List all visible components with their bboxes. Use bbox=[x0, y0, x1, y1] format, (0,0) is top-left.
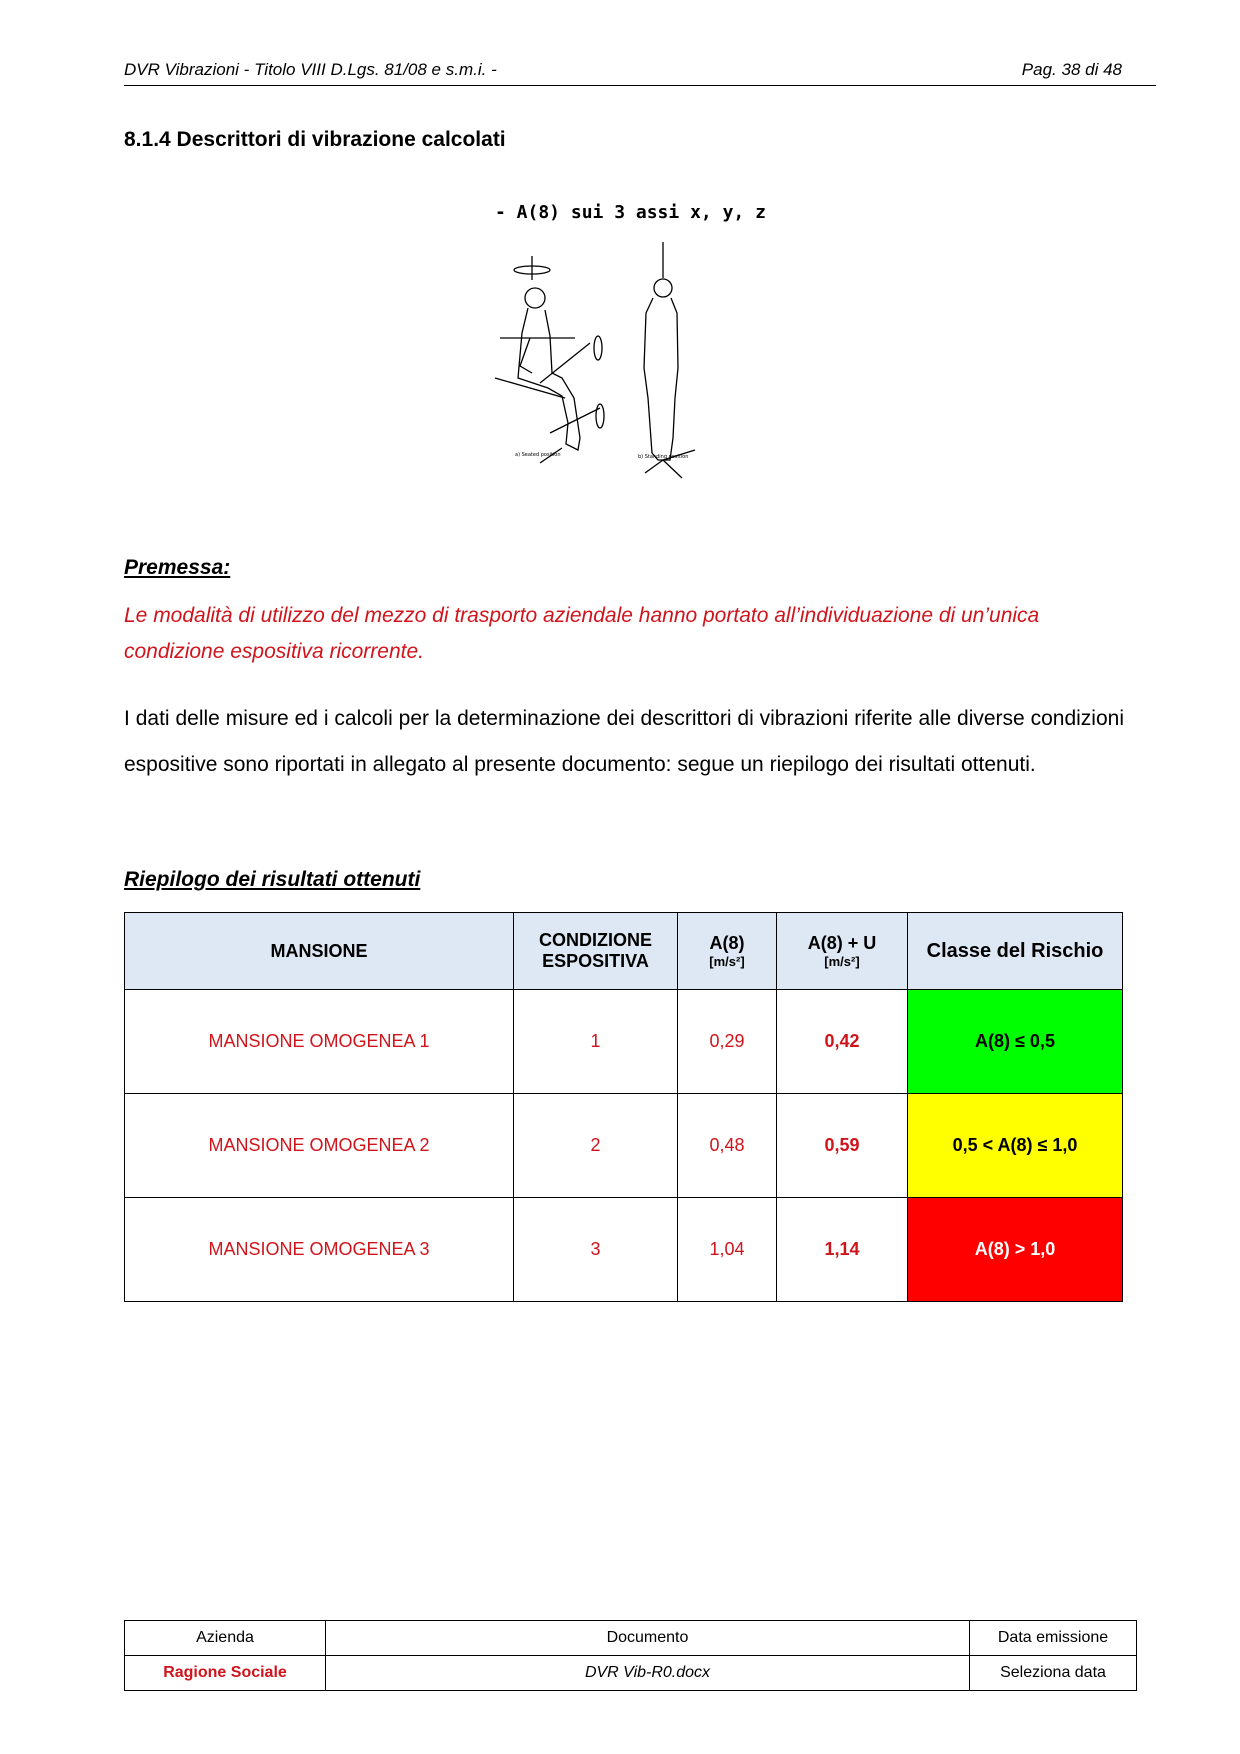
footer-label-row bbox=[125, 1621, 1137, 1656]
seated-figure bbox=[495, 256, 604, 463]
premessa-heading: Premessa: bbox=[124, 556, 231, 579]
header-divider bbox=[124, 85, 1156, 86]
footer-azienda-value[interactable]: Ragione Sociale bbox=[125, 1656, 326, 1691]
cell-classe: 0,5 < A(8) ≤ 1,0 bbox=[908, 1094, 1123, 1198]
col-a8-unit: [m/s²] bbox=[709, 954, 745, 969]
cell-a8u: 1,14 bbox=[777, 1198, 908, 1302]
body-paragraph: I dati delle misure ed i calcoli per la determinazione dei descrittori di vibrazioni riferite alle diverse condizioni espositive sono riportati in allegato al presente documento: segue un riepilogo dei risultati ottenuti. bbox=[124, 707, 1124, 776]
cell-condizione: 3 bbox=[514, 1198, 678, 1302]
cell-a8: 1,04 bbox=[678, 1198, 777, 1302]
col-a8-label: A(8) bbox=[709, 933, 745, 953]
table-row bbox=[125, 990, 1123, 1094]
standing-figure bbox=[644, 242, 695, 478]
col-a8u bbox=[777, 913, 908, 990]
footer-documento-value: DVR Vib-R0.docx bbox=[326, 1656, 970, 1691]
cell-a8: 0,29 bbox=[678, 990, 777, 1094]
cell-classe: A(8) > 1,0 bbox=[908, 1198, 1123, 1302]
cell-classe: A(8) ≤ 0,5 bbox=[908, 990, 1123, 1094]
footer-value-row bbox=[125, 1656, 1137, 1691]
footer-data-label: Data emissione bbox=[970, 1621, 1137, 1656]
standing-position-label: b) Standing position bbox=[638, 454, 689, 460]
cell-mansione: MANSIONE OMOGENEA 1 bbox=[125, 990, 514, 1094]
figure-caption: - A(8) sui 3 assi x, y, z bbox=[495, 202, 766, 223]
col-a8 bbox=[678, 913, 777, 990]
cell-a8: 0,48 bbox=[678, 1094, 777, 1198]
table-row bbox=[125, 1198, 1123, 1302]
cell-condizione: 2 bbox=[514, 1094, 678, 1198]
vibration-axes-figure bbox=[470, 238, 740, 490]
col-condizione bbox=[514, 913, 678, 990]
col-condizione-line1: CONDIZIONE bbox=[538, 930, 652, 950]
cell-a8u: 0,42 bbox=[777, 990, 908, 1094]
header-page-number: Pag. 38 di 48 bbox=[1021, 60, 1122, 79]
section-title: 8.1.4 Descrittori di vibrazione calcolati bbox=[124, 128, 506, 151]
table-row bbox=[125, 1094, 1123, 1198]
footer-data-value[interactable]: Seleziona data bbox=[970, 1656, 1137, 1691]
col-mansione: MANSIONE bbox=[125, 913, 514, 990]
col-a8u-unit: [m/s²] bbox=[824, 954, 860, 969]
header-doc-title: DVR Vibrazioni - Titolo VIII D.Lgs. 81/08 e s.m.i. - bbox=[124, 60, 497, 79]
cell-mansione: MANSIONE OMOGENEA 3 bbox=[125, 1198, 514, 1302]
premessa-text: Le modalità di utilizzo del mezzo di trasporto aziendale hanno portato all’individuazione di un’unica condizione espositiva ricorrente. bbox=[124, 604, 1040, 663]
col-a8u-label: A(8) + U bbox=[807, 933, 877, 953]
cell-condizione: 1 bbox=[514, 990, 678, 1094]
footer-azienda-label: Azienda bbox=[125, 1621, 326, 1656]
col-condizione-line2: ESPOSITIVA bbox=[542, 951, 649, 971]
col-classe: Classe del Rischio bbox=[908, 913, 1123, 990]
summary-heading: Riepilogo dei risultati ottenuti bbox=[124, 868, 421, 891]
results-header-row bbox=[125, 913, 1123, 990]
footer-documento-label: Documento bbox=[326, 1621, 970, 1656]
cell-a8u: 0,59 bbox=[777, 1094, 908, 1198]
cell-mansione: MANSIONE OMOGENEA 2 bbox=[125, 1094, 514, 1198]
footer-table bbox=[124, 1620, 1137, 1691]
seated-position-label: a) Seated position bbox=[515, 452, 561, 458]
results-table bbox=[124, 912, 1123, 1302]
